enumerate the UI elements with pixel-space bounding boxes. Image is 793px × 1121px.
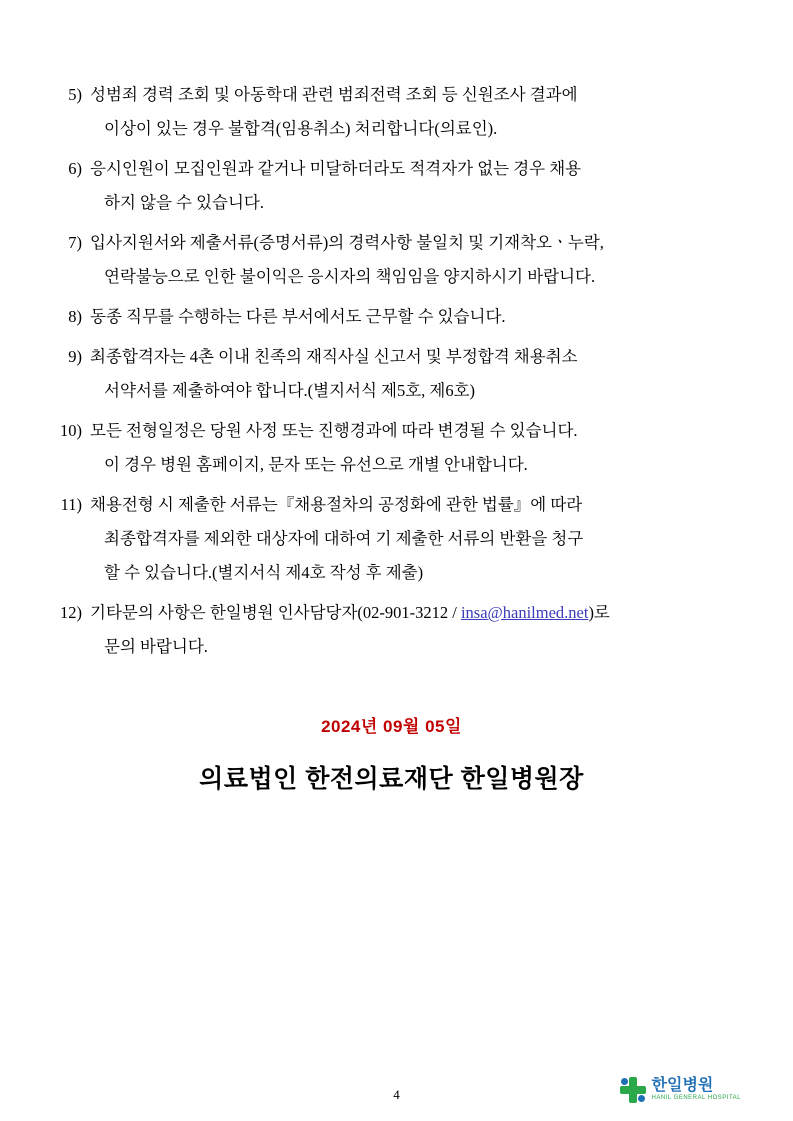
- email-link[interactable]: insa@hanilmed.net: [460, 603, 589, 622]
- list-text: [90, 300, 731, 334]
- list-marker: 8): [68, 307, 82, 326]
- list-text: [90, 596, 731, 664]
- hospital-logo: [620, 1077, 741, 1103]
- list-item: [52, 596, 731, 664]
- page-number: 4: [393, 1087, 400, 1102]
- logo-english: HANIL GENERAL HOSPITAL: [651, 1095, 741, 1102]
- text-line: 이 경우 병원 홈페이지, 문자 또는 유선으로 개별 안내합니다.: [104, 455, 528, 474]
- list-marker: 6): [68, 159, 82, 178]
- text-line: 하지 않을 수 있습니다.: [104, 193, 264, 212]
- text-line: [90, 596, 731, 630]
- text-line: 연락불능으로 인한 불이익은 응시자의 책임임을 양지하시기 바랍니다.: [104, 267, 596, 286]
- list-item: [52, 300, 731, 334]
- list-text: [90, 340, 731, 408]
- list-text: [90, 78, 731, 146]
- list-text: [90, 152, 731, 220]
- list-marker: 9): [68, 347, 82, 366]
- issue-date: 2024년 09월 05일: [321, 717, 462, 736]
- list-marker: 12): [60, 603, 82, 622]
- list-item: [52, 488, 731, 590]
- list-text: [90, 414, 731, 482]
- logo-korean: 한일병원: [651, 1077, 714, 1095]
- text-line: 모든 전형일정은 당원 사정 또는 진행경과에 따라 변경될 수 있습니다.: [90, 421, 578, 440]
- text-line: 동종 직무를 수행하는 다른 부서에서도 근무할 수 있습니다.: [90, 307, 506, 326]
- text-line: 성범죄 경력 조회 및 아동학대 관련 범죄전력 조회 등 신원조사 결과에: [90, 85, 578, 104]
- contact-prefix: 기타문의 사항은 한일병원 인사담당자(02-901-3212 /: [90, 603, 461, 622]
- text-line: 서약서를 제출하여야 합니다.(별지서식 제5호, 제6호): [104, 381, 476, 400]
- text-line: 문의 바랍니다.: [104, 637, 208, 656]
- list-item: [52, 414, 731, 482]
- notice-list: [52, 78, 731, 664]
- list-item: [52, 78, 731, 146]
- issuing-organization: 의료법인 한전의료재단 한일병원장: [199, 765, 584, 793]
- list-marker: 5): [68, 85, 82, 104]
- list-item: [52, 152, 731, 220]
- list-item: [52, 340, 731, 408]
- cross-icon: [620, 1077, 646, 1103]
- text-line: 응시인원이 모집인원과 같거나 미달하더라도 적격자가 없는 경우 채용: [90, 159, 582, 178]
- list-marker: 7): [68, 233, 82, 252]
- list-text: [90, 226, 731, 294]
- text-line: 최종합격자는 4촌 이내 친족의 재직사실 신고서 및 부정합격 채용취소: [90, 347, 578, 366]
- list-marker: 11): [60, 495, 82, 514]
- text-line: 최종합격자를 제외한 대상자에 대하여 기 제출한 서류의 반환을 청구: [104, 529, 584, 548]
- logo-text: [652, 1078, 741, 1101]
- text-line: 이상이 있는 경우 불합격(임용취소) 처리합니다(의료인).: [104, 119, 498, 138]
- text-line: 채용전형 시 제출한 서류는『채용절차의 공정화에 관한 법률』에 따라: [90, 495, 583, 514]
- list-marker: 10): [60, 421, 82, 440]
- list-item: [52, 226, 731, 294]
- list-text: [90, 488, 731, 590]
- text-line: 입사지원서와 제출서류(증명서류)의 경력사항 불일치 및 기재착오ㆍ누락,: [90, 233, 604, 252]
- contact-suffix: )로: [588, 603, 610, 622]
- text-line: 할 수 있습니다.(별지서식 제4호 작성 후 제출): [104, 563, 424, 582]
